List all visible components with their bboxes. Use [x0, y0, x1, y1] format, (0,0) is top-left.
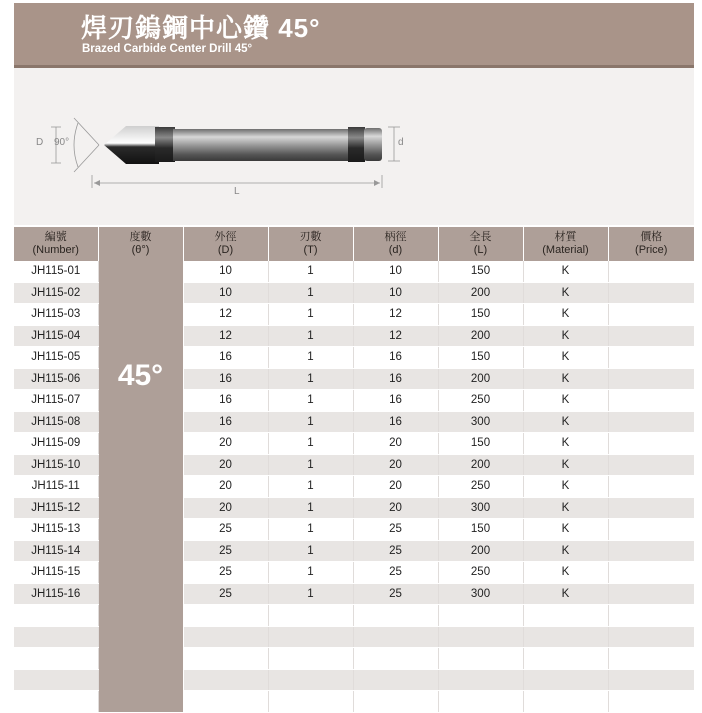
- cell-material: K: [523, 519, 608, 541]
- center-drill-illustration: [14, 68, 694, 225]
- cell-l: 250: [438, 562, 523, 584]
- page-subtitle: Brazed Carbide Center Drill 45°: [82, 43, 253, 55]
- cell-d: 10: [353, 261, 438, 282]
- header-label-zh: 度數: [129, 231, 152, 243]
- header-label-en: (T): [303, 244, 318, 256]
- cell-price: [608, 691, 694, 713]
- cell-d: [353, 648, 438, 670]
- header-label-en: (Price): [635, 244, 668, 256]
- cell-l: [438, 669, 523, 691]
- tool-drawing: [14, 68, 694, 225]
- cell-material: K: [523, 261, 608, 282]
- cell-number: JH115-07: [14, 390, 98, 412]
- cell-number: JH115-14: [14, 540, 98, 562]
- cell-price: [608, 261, 694, 282]
- cell-price: [608, 347, 694, 369]
- cell-number: JH115-09: [14, 433, 98, 455]
- cell-price: [608, 583, 694, 605]
- cell-material: K: [523, 433, 608, 455]
- cell-material: [523, 648, 608, 670]
- table-body: [14, 261, 694, 712]
- cell-price: [608, 669, 694, 691]
- cell-l: 200: [438, 540, 523, 562]
- cell-material: [523, 691, 608, 713]
- cell-price: [608, 519, 694, 541]
- cell-d: 20: [183, 497, 268, 519]
- header-shank: [353, 227, 438, 261]
- cell-d: 20: [183, 433, 268, 455]
- cell-d: 20: [353, 454, 438, 476]
- cell-price: [608, 476, 694, 498]
- cell-d: 25: [353, 540, 438, 562]
- header-label-zh: 外徑: [214, 231, 237, 243]
- cell-d: 20: [353, 497, 438, 519]
- cell-d: [183, 648, 268, 670]
- cell-d: 10: [353, 282, 438, 304]
- cell-d: [183, 626, 268, 648]
- cell-material: [523, 605, 608, 627]
- cell-l: 200: [438, 325, 523, 347]
- dimension-D-label: D: [36, 137, 44, 148]
- dimension-d-label: d: [398, 137, 404, 148]
- cell-material: [523, 669, 608, 691]
- cell-d: 25: [353, 583, 438, 605]
- cell-l: 250: [438, 476, 523, 498]
- cell-number: [14, 626, 98, 648]
- cell-t: 1: [268, 304, 353, 326]
- header-label-zh: 材質: [554, 231, 577, 243]
- cell-d: 16: [353, 347, 438, 369]
- cell-number: [14, 605, 98, 627]
- cell-t: 1: [268, 411, 353, 433]
- cell-t: [268, 691, 353, 713]
- cell-number: JH115-10: [14, 454, 98, 476]
- cell-d: 12: [183, 304, 268, 326]
- cell-t: 1: [268, 454, 353, 476]
- cell-l: 150: [438, 304, 523, 326]
- cell-number: JH115-01: [14, 261, 98, 282]
- cell-t: 1: [268, 519, 353, 541]
- cell-d: 12: [353, 325, 438, 347]
- cell-price: [608, 304, 694, 326]
- cell-t: [268, 669, 353, 691]
- cell-d: 16: [183, 390, 268, 412]
- cell-number: JH115-03: [14, 304, 98, 326]
- header-label-zh: 價格: [640, 231, 663, 243]
- cell-l: 150: [438, 261, 523, 282]
- cell-t: 1: [268, 476, 353, 498]
- cell-number: JH115-15: [14, 562, 98, 584]
- cell-material: K: [523, 497, 608, 519]
- table-header-row: [14, 227, 694, 261]
- cell-t: 1: [268, 261, 353, 282]
- cell-material: K: [523, 454, 608, 476]
- cell-number: JH115-05: [14, 347, 98, 369]
- cell-l: [438, 626, 523, 648]
- cell-d: 25: [183, 540, 268, 562]
- header-label-en: (Material): [542, 244, 589, 256]
- cell-material: [523, 626, 608, 648]
- angle-label: 90°: [54, 137, 70, 148]
- header-label-en: (Number): [32, 244, 79, 256]
- cell-t: 1: [268, 583, 353, 605]
- cell-material: K: [523, 304, 608, 326]
- cell-t: 1: [268, 562, 353, 584]
- cell-d: 25: [183, 519, 268, 541]
- cell-price: [608, 390, 694, 412]
- cell-d: 25: [183, 562, 268, 584]
- cell-d: 12: [183, 325, 268, 347]
- cell-t: [268, 626, 353, 648]
- cell-price: [608, 626, 694, 648]
- cell-price: [608, 282, 694, 304]
- cell-l: 300: [438, 583, 523, 605]
- header-label-zh: 柄徑: [384, 231, 407, 243]
- cell-l: 200: [438, 282, 523, 304]
- cell-t: 1: [268, 347, 353, 369]
- cell-material: K: [523, 540, 608, 562]
- spec-table: [14, 227, 694, 713]
- cell-d: 16: [183, 347, 268, 369]
- cell-price: [608, 433, 694, 455]
- header-label-zh: 全長: [469, 231, 492, 243]
- cell-t: 1: [268, 390, 353, 412]
- cell-material: K: [523, 347, 608, 369]
- cell-number: JH115-02: [14, 282, 98, 304]
- cell-price: [608, 605, 694, 627]
- cell-d: 20: [183, 476, 268, 498]
- cell-d: 16: [353, 390, 438, 412]
- header-angle: [98, 227, 183, 261]
- header-label-en: (d): [388, 244, 403, 256]
- cell-price: [608, 411, 694, 433]
- cell-number: JH115-13: [14, 519, 98, 541]
- cell-d: [353, 626, 438, 648]
- cell-d: 16: [183, 368, 268, 390]
- header-teeth: [268, 227, 353, 261]
- table-row: [14, 261, 694, 282]
- header-number: [14, 227, 98, 261]
- cell-material: K: [523, 390, 608, 412]
- cell-number: JH115-04: [14, 325, 98, 347]
- cell-l: 200: [438, 368, 523, 390]
- cell-d: 16: [353, 368, 438, 390]
- header-label-zh: 刃數: [299, 231, 322, 243]
- cell-number: JH115-11: [14, 476, 98, 498]
- header-label-en: (L): [473, 244, 488, 256]
- cell-l: 250: [438, 390, 523, 412]
- cell-material: K: [523, 476, 608, 498]
- cell-t: 1: [268, 497, 353, 519]
- cell-d: 25: [183, 583, 268, 605]
- cell-t: 1: [268, 540, 353, 562]
- cell-d: [183, 669, 268, 691]
- angle-cell: 45°: [98, 261, 183, 712]
- cell-d: [183, 691, 268, 713]
- cell-t: [268, 648, 353, 670]
- cell-l: 150: [438, 433, 523, 455]
- cell-l: 300: [438, 497, 523, 519]
- cell-t: 1: [268, 433, 353, 455]
- cell-d: 10: [183, 282, 268, 304]
- cell-material: K: [523, 325, 608, 347]
- cell-l: [438, 605, 523, 627]
- cell-d: 20: [183, 454, 268, 476]
- cell-d: [183, 605, 268, 627]
- cell-number: JH115-12: [14, 497, 98, 519]
- header-label-en: (D): [217, 244, 234, 256]
- cell-d: 16: [183, 411, 268, 433]
- cell-l: 200: [438, 454, 523, 476]
- cell-material: K: [523, 368, 608, 390]
- cell-price: [608, 562, 694, 584]
- cell-l: [438, 648, 523, 670]
- header-material: [523, 227, 608, 261]
- header-label-en: (θ°): [131, 244, 150, 256]
- cell-d: 12: [353, 304, 438, 326]
- cell-price: [608, 497, 694, 519]
- cell-number: [14, 648, 98, 670]
- cell-number: [14, 669, 98, 691]
- cell-material: K: [523, 562, 608, 584]
- cell-l: 300: [438, 411, 523, 433]
- cell-d: 16: [353, 411, 438, 433]
- cell-t: 1: [268, 282, 353, 304]
- dimension-L-label: L: [234, 186, 240, 197]
- cell-t: 1: [268, 325, 353, 347]
- cell-d: [353, 691, 438, 713]
- cell-t: [268, 605, 353, 627]
- cell-d: [353, 605, 438, 627]
- cell-number: JH115-08: [14, 411, 98, 433]
- cell-l: 150: [438, 519, 523, 541]
- cell-d: 10: [183, 261, 268, 282]
- header-price: [608, 227, 694, 261]
- cell-l: 150: [438, 347, 523, 369]
- cell-d: 20: [353, 433, 438, 455]
- cell-number: JH115-16: [14, 583, 98, 605]
- cell-price: [608, 540, 694, 562]
- cell-d: 25: [353, 519, 438, 541]
- cell-number: [14, 691, 98, 713]
- cell-number: JH115-06: [14, 368, 98, 390]
- header-label-zh: 編號: [44, 231, 67, 243]
- cell-price: [608, 368, 694, 390]
- header-length: [438, 227, 523, 261]
- cell-d: 25: [353, 562, 438, 584]
- cell-price: [608, 648, 694, 670]
- cell-price: [608, 454, 694, 476]
- page-title: 焊刃鎢鋼中心鑽 45°: [81, 13, 321, 43]
- cell-material: K: [523, 411, 608, 433]
- cell-d: [353, 669, 438, 691]
- cell-material: K: [523, 583, 608, 605]
- cell-material: K: [523, 282, 608, 304]
- cell-t: 1: [268, 368, 353, 390]
- header-diameter: [183, 227, 268, 261]
- cell-d: 20: [353, 476, 438, 498]
- cell-l: [438, 691, 523, 713]
- cell-price: [608, 325, 694, 347]
